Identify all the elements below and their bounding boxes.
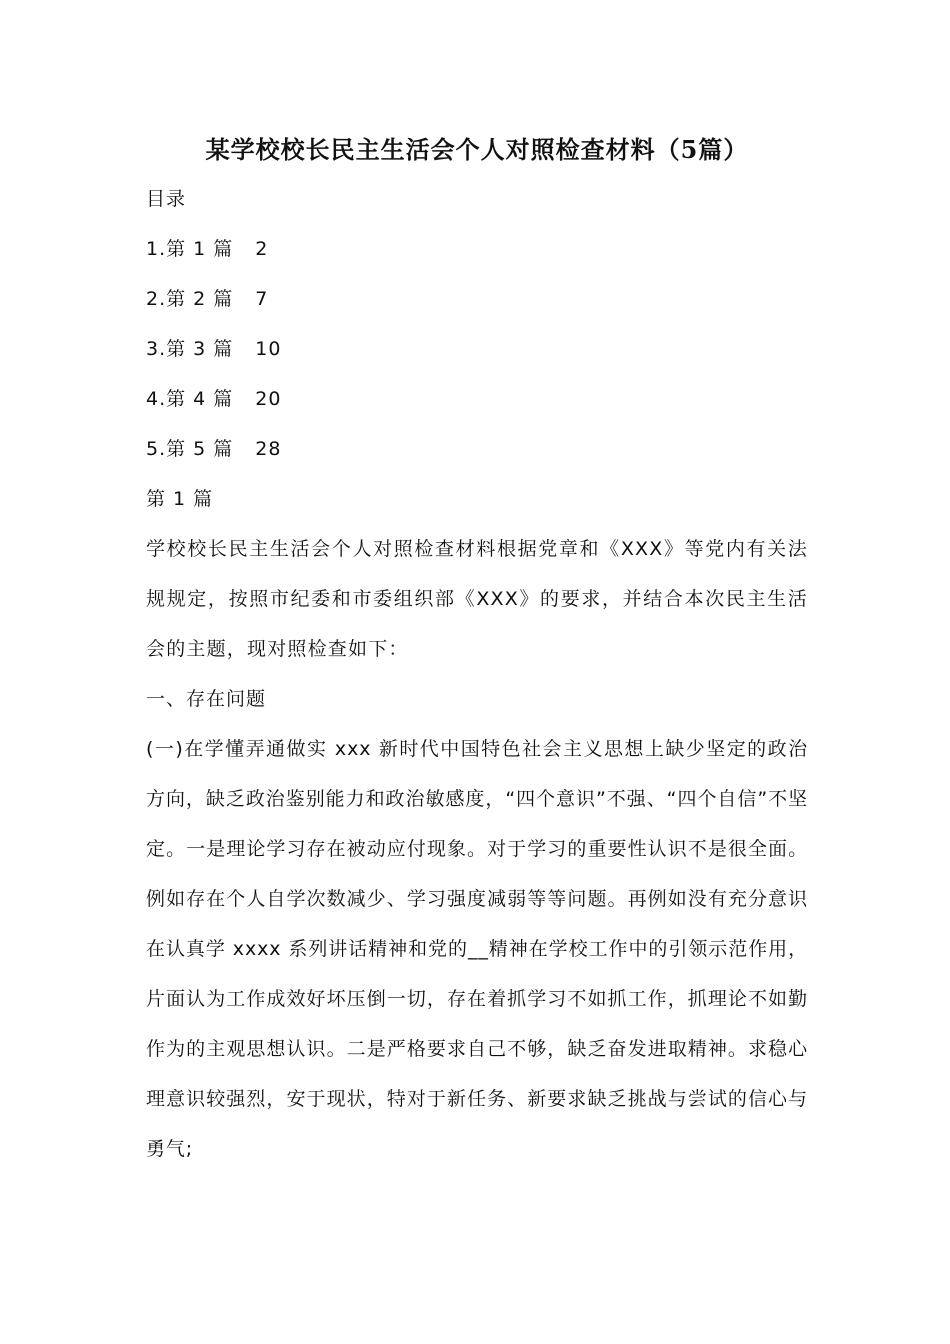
toc-entry-page: 20 bbox=[255, 388, 282, 410]
toc-entry bbox=[146, 324, 808, 374]
toc-entry-label: 3.第 3 篇 bbox=[146, 338, 234, 360]
toc-entry bbox=[146, 224, 808, 274]
subsection-heading: 一、存在问题 bbox=[146, 688, 267, 710]
toc-entry-label: 5.第 5 篇 bbox=[146, 438, 234, 460]
toc-entry bbox=[146, 374, 808, 424]
table-of-contents bbox=[146, 224, 808, 474]
toc-entry-page: 7 bbox=[255, 288, 269, 310]
toc-entry bbox=[146, 424, 808, 474]
toc-entry-page: 28 bbox=[255, 438, 282, 460]
intro-paragraph: 学校校长民主生活会个人对照检查材料根据党章和《XXX》等党内有关法规规定，按照市纪委和市委组织部《XXX》的要求，并结合本次民主生活会的主题，现对照检查如下： bbox=[146, 538, 808, 660]
document-body bbox=[146, 128, 808, 1174]
body-paragraph: (一)在学懂弄通做实 xxx 新时代中国特色社会主义思想上缺少坚定的政治方向，缺乏政治鉴别能力和政治敏感度，“四个意识”不强、“四个自信”不坚定。一是理论学习存在被动应付现象。对于学习的重要性认识不是很全面。例如存在个人自学次数减少、学习强度减弱等等问题。再例如没有充分意识在认真学 xxxx 系列讲话精神和党的__精神在学校工作中的引领示范作用，片面认为工作成效好坏压倒一切，存在着抓学习不如抓工作，抓理论不如勤作为的主观思想认识。二是严格要求自己不够，缺乏奋发进取精神。求稳心理意识较强烈，安于现状，特对于新任务、新要求缺乏挑战与尝试的信心与勇气; bbox=[146, 738, 808, 1160]
toc-heading: 目录 bbox=[146, 188, 187, 210]
toc-entry-label: 1.第 1 篇 bbox=[146, 238, 234, 260]
toc-entry-page: 2 bbox=[255, 238, 269, 260]
toc-entry bbox=[146, 274, 808, 324]
toc-entry-label: 4.第 4 篇 bbox=[146, 388, 234, 410]
toc-entry-page: 10 bbox=[255, 338, 282, 360]
section-heading: 第 1 篇 bbox=[146, 488, 214, 510]
document-title: 某学校校长民主生活会个人对照检查材料（5篇） bbox=[205, 135, 749, 164]
toc-entry-label: 2.第 2 篇 bbox=[146, 288, 234, 310]
